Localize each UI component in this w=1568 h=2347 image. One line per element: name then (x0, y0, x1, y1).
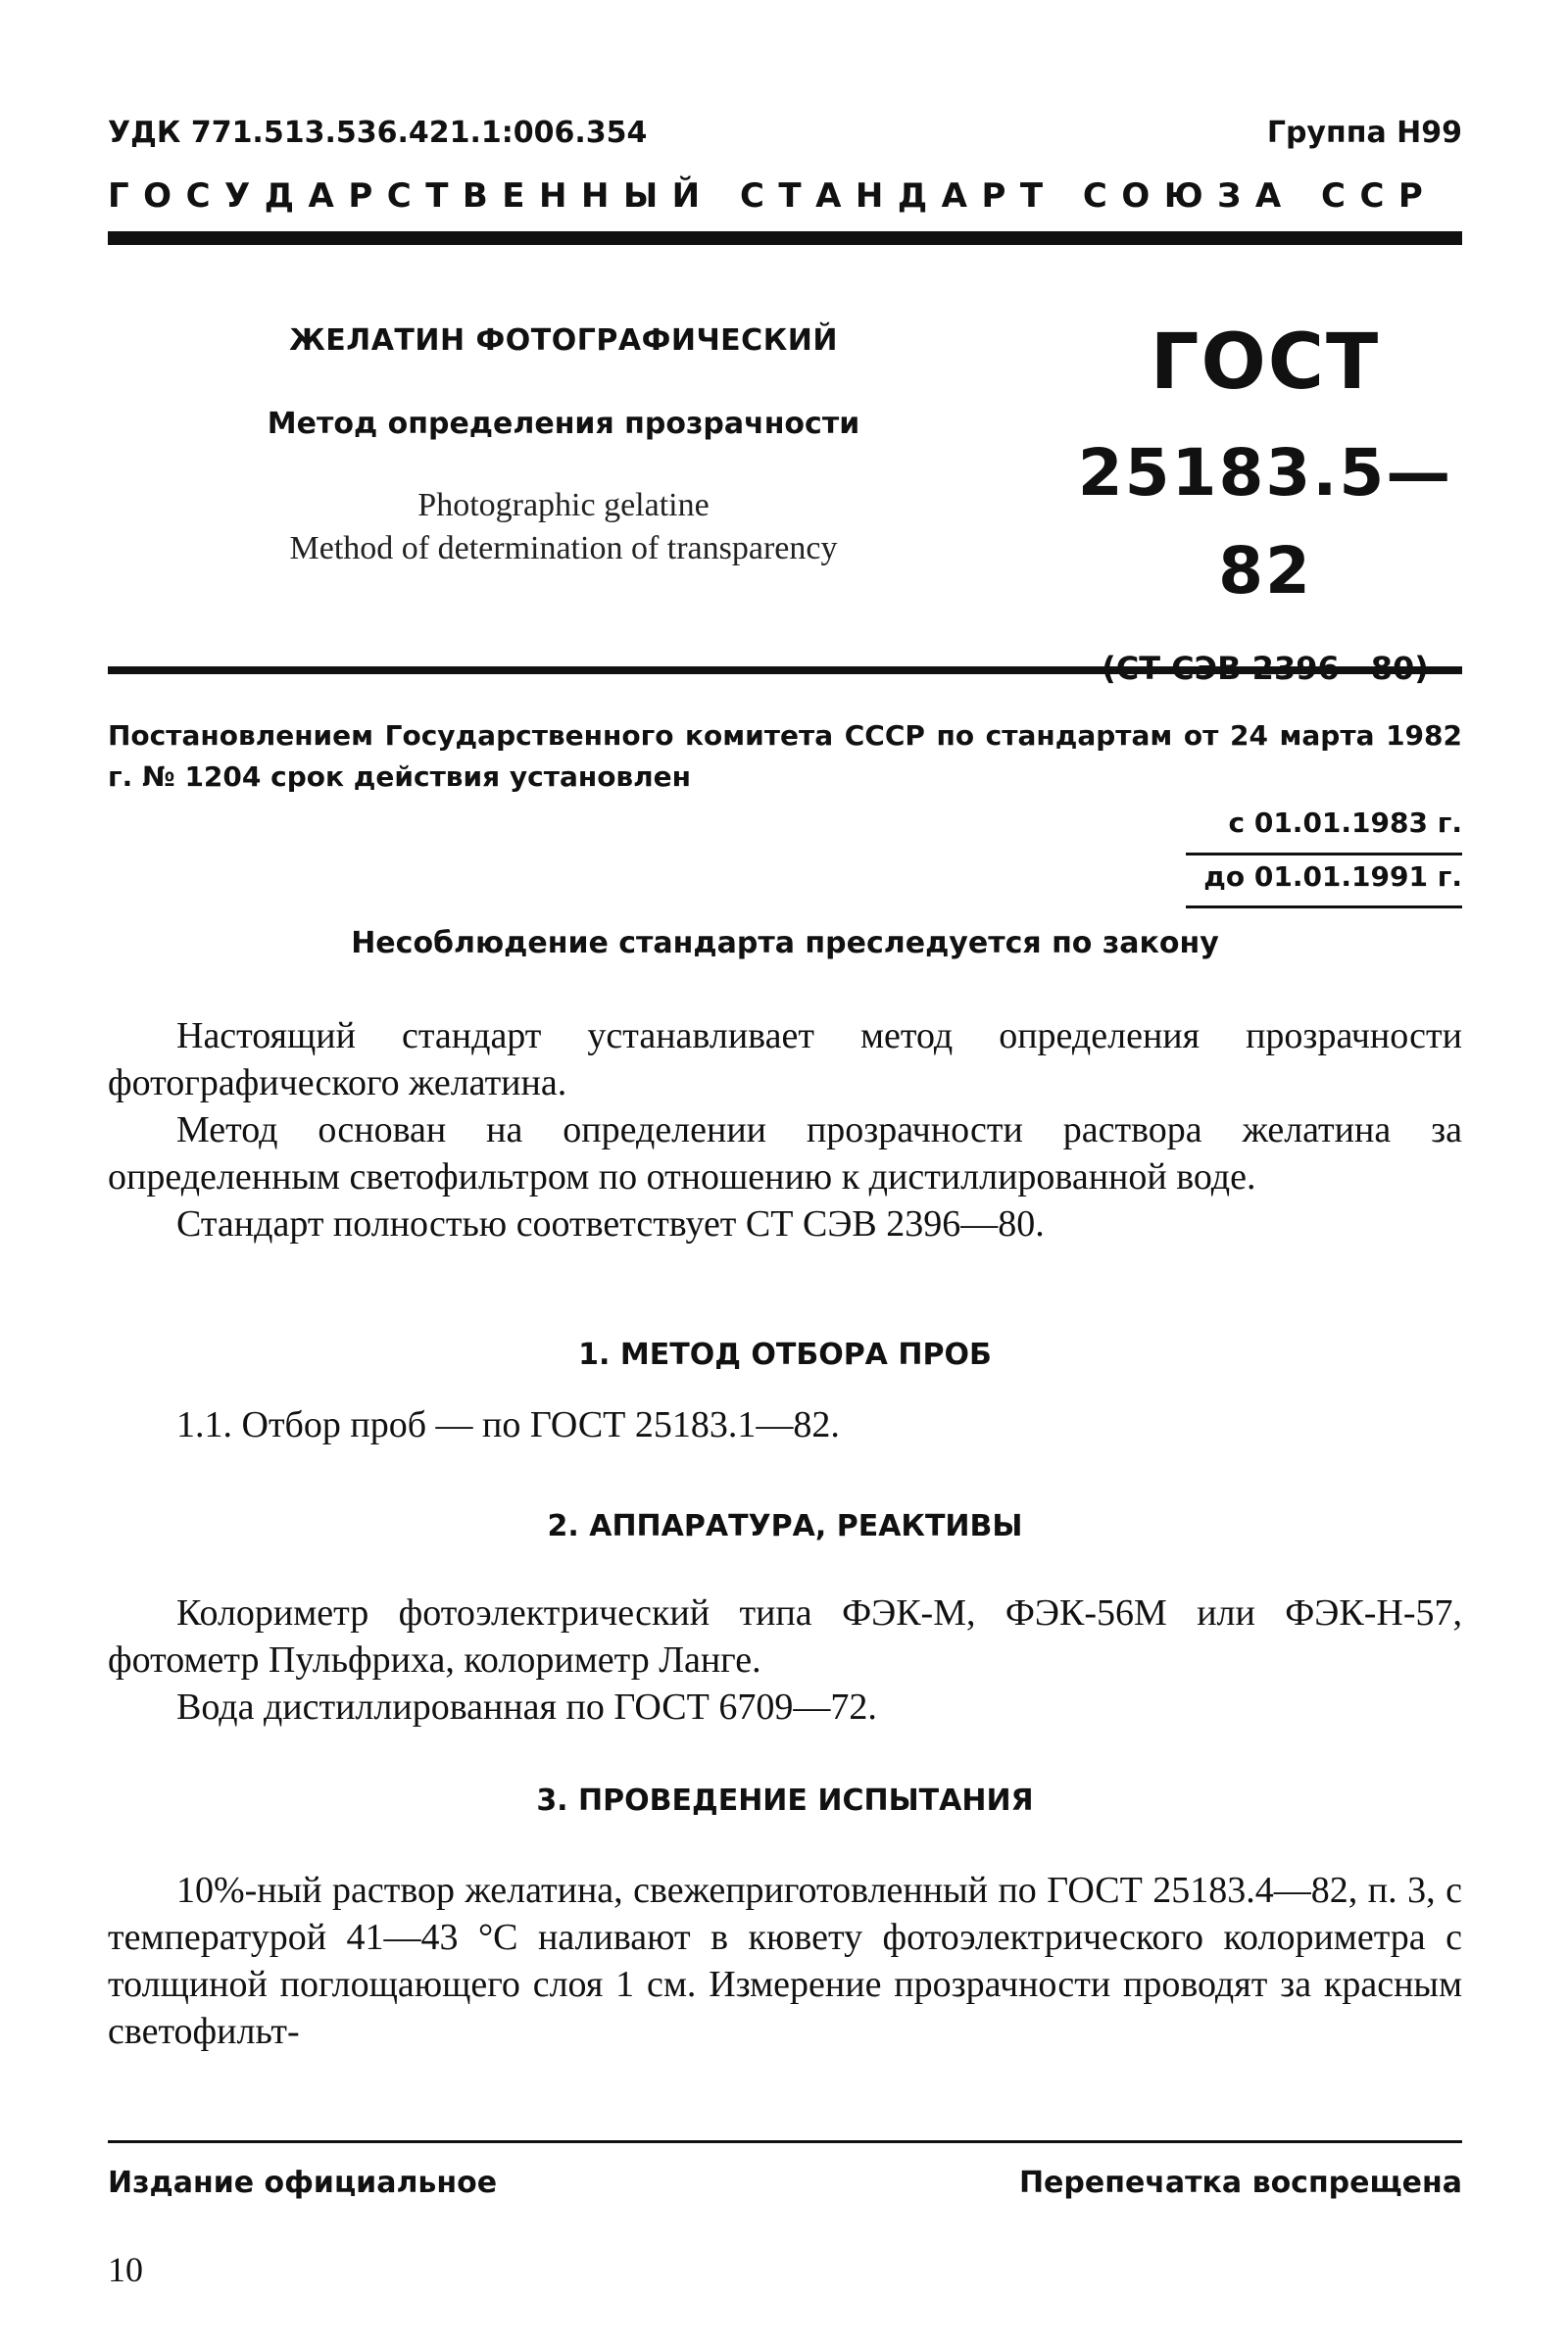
date-rule-top (1186, 853, 1462, 856)
group-code: Группа Н99 (1266, 116, 1462, 150)
section-3-body (108, 1867, 1462, 2055)
english-title-line-2: Method of determination of transparency (289, 530, 838, 566)
document-subtitle: Метод определения прозрачности (267, 407, 860, 441)
gost-number: 25183.5—82 (1077, 435, 1453, 609)
intro-paragraph-1: Настоящий стандарт устанавливает метод определения прозрачности фотографического желатина. (108, 1015, 1462, 1103)
section-3-paragraph-1: 10%-ный раствор желатина, свежеприготовленный по ГОСТ 25183.4—82, п. 3, с температурой 41—43 °С наливают в кювету фотоэлектрического колориметра с толщиной поглощающего слоя 1 см. Измерение прозрачности проводят за красным светофильт- (108, 1870, 1462, 2052)
title-block (108, 323, 1019, 570)
reprint-prohibited-label: Перепечатка воспрещена (1018, 2166, 1462, 2200)
intro-section (108, 1012, 1462, 1247)
section-1-body (108, 1401, 1462, 1448)
noncompliance-notice: Несоблюдение стандарта преследуется по закону (351, 926, 1219, 960)
section-2-paragraph-1: Колориметр фотоэлектрический типа ФЭК-М, ФЭК-56М или ФЭК-Н-57, фотометр Пульфриха, колориметр Ланге. (108, 1592, 1462, 1681)
section-1-heading: 1. МЕТОД ОТБОРА ПРОБ (578, 1338, 992, 1372)
english-title-line-1: Photographic gelatine (417, 487, 710, 523)
effective-to-date: до 01.01.1991 г. (1203, 860, 1462, 893)
official-edition-label: Издание официальное (108, 2166, 498, 2200)
state-standard-banner: ГОСУДАРСТВЕННЫЙ СТАНДАРТ СОЮЗА ССР (108, 176, 1438, 216)
page-number: 10 (108, 2250, 143, 2289)
title-rule (108, 666, 1462, 674)
intro-paragraph-2: Метод основан на определении прозрачности раствора желатина за определенным светофильтром по отношению к дистиллированной воде. (108, 1109, 1462, 1198)
header-rule (108, 231, 1462, 245)
gost-label: ГОСТ (1150, 318, 1381, 407)
decree-text: Постановлением Государственного комитета СССР по стандартам от 24 марта 1982 г. № 1204 срок действия установлен (108, 719, 1462, 793)
section-1-paragraph-1: 1.1. Отбор проб — по ГОСТ 25183.1—82. (176, 1404, 840, 1445)
footer-rule (108, 2140, 1462, 2143)
section-2-paragraph-2: Вода дистиллированная по ГОСТ 6709—72. (176, 1687, 877, 1728)
udk-code: УДК 771.513.536.421.1:006.354 (108, 116, 648, 150)
section-3-heading: 3. ПРОВЕДЕНИЕ ИСПЫТАНИЯ (536, 1784, 1034, 1818)
document-title: ЖЕЛАТИН ФОТОГРАФИЧЕСКИЙ (289, 323, 838, 358)
gost-designation (1068, 318, 1462, 687)
effective-from-date: с 01.01.1983 г. (1228, 807, 1462, 839)
date-rule-bottom (1186, 905, 1462, 908)
section-2-heading: 2. АППАРАТУРА, РЕАКТИВЫ (547, 1509, 1023, 1543)
section-2-body (108, 1589, 1462, 1731)
intro-paragraph-3: Стандарт полностью соответствует СТ СЭВ 2396—80. (176, 1203, 1045, 1245)
